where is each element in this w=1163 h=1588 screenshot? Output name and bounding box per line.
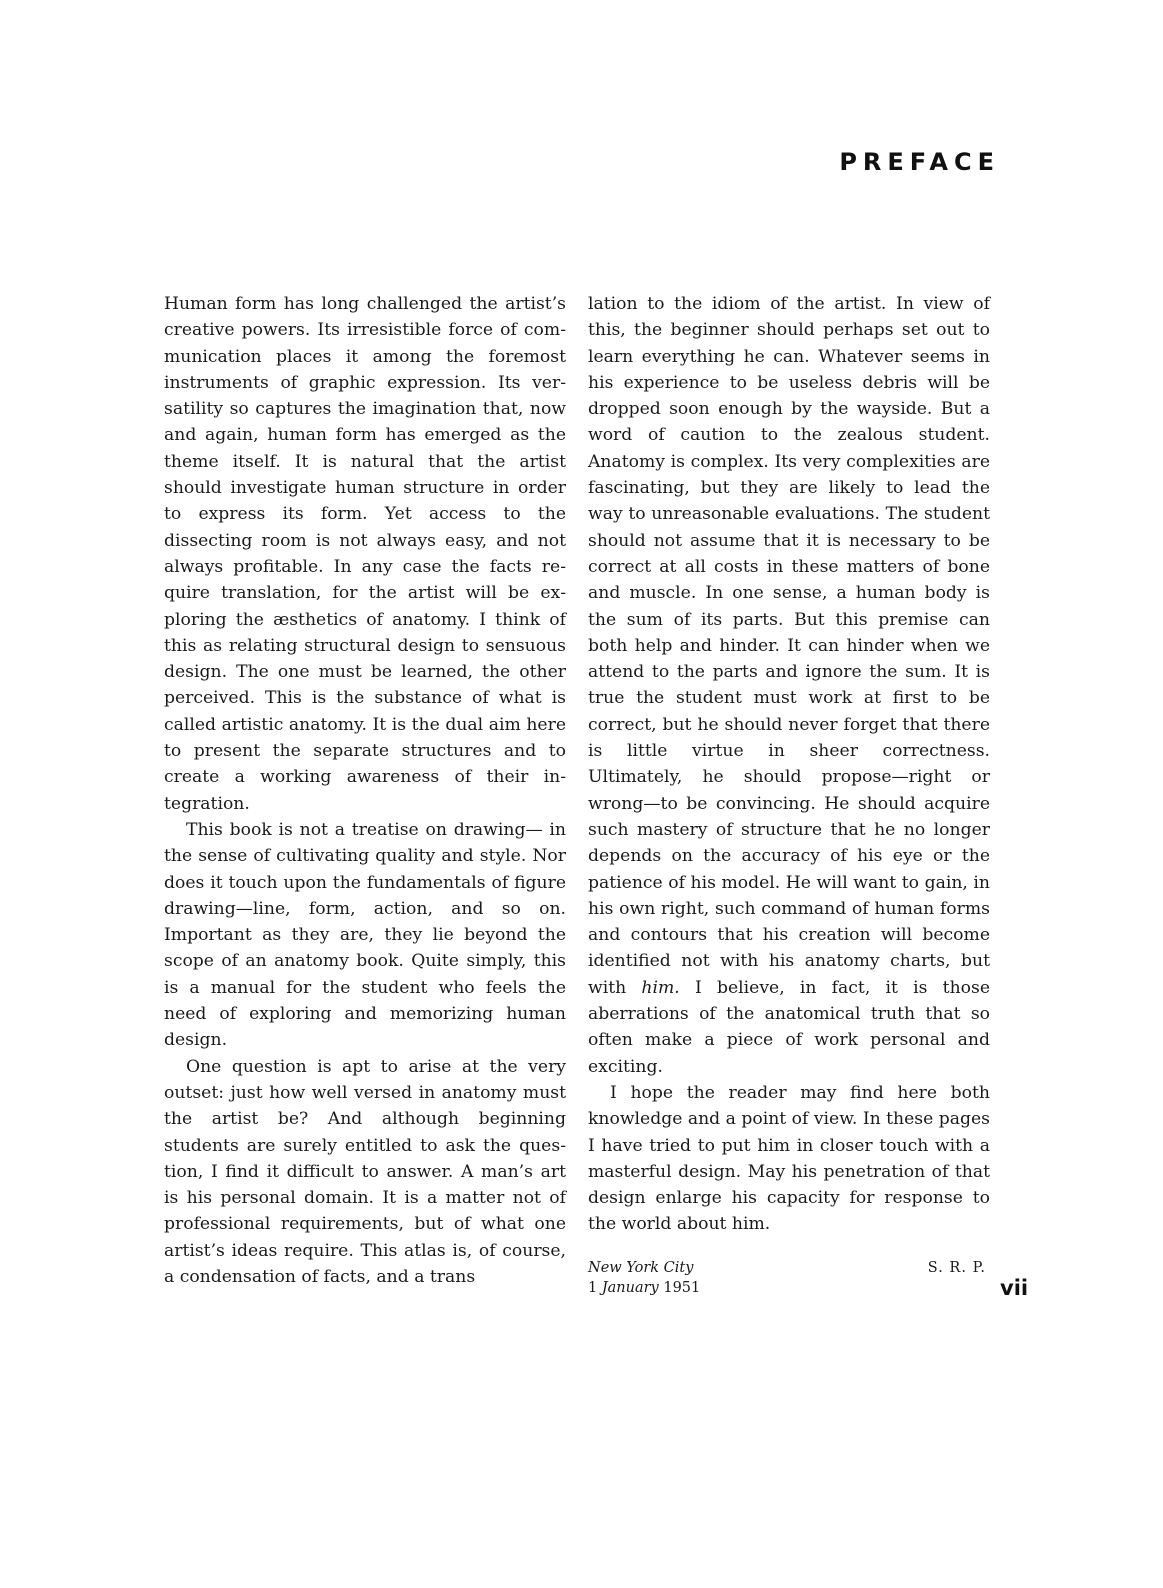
paragraph-text: lation to the idiom of the artist. In view of this, the beginner should perhaps set out to learn everything he can. Whatever seems in his experience to be useless debris will be dropped soon enough by the wayside. But a word of caution to the zealous student. Anatomy is complex. Its very complexities are fascinating, but they are likely to lead the way to unreasonable evaluations. The student should not assume that it is necessary to be correct at all costs in these matters of bone and muscle. In one sense, a human body is the sum of its parts. But this premise can both help and hinder. It can hinder when we attend to the parts and ignore the sum. It is true the student must work at first to be correct, but he should never forget that there is little virtue in sheer correctness. Ultimately, he should propose—right or wrong—to be convincing. He should acquire such mastery of structure that he no longer depends on the accuracy of his eye or the patience of his model. He will want to gain, in his own right, such command of human forms and contours that his creation will become identified not with his anatomy charts, but with — [588, 294, 990, 998]
right-column — [588, 291, 990, 1238]
signoff-initials: S. R. P. — [927, 1260, 986, 1276]
signoff-year: 1951 — [663, 1280, 701, 1296]
left-column — [164, 291, 566, 1290]
paragraph-text: I believe, in fact, it is those aberrations of the anatomical truth that so often make a piece of work personal and exciting. — [588, 977, 990, 1077]
paragraph — [588, 291, 990, 1080]
signoff-day: 1 — [588, 1280, 598, 1296]
signoff — [588, 1258, 990, 1298]
paragraph: This book is not a treatise on drawing— in the sense of cultivating quality and style. Nor does it touch upon the fundamentals of figure drawing—line, form, action, and so on. Important as they are, they lie beyond the scope of an anatomy book. Quite simply, this is a manual for the student who feels the need of exploring and memorizing human design. — [164, 819, 566, 1051]
signoff-month: January — [601, 1280, 659, 1296]
paragraph: I hope the reader may find here both knowledge and a point of view. In these pages I have tried to put him in closer touch with a masterful design. May his penetration of that design enlarge his capacity for response to the world about him. — [588, 1082, 990, 1235]
page-number: vii — [1000, 1276, 1029, 1300]
paragraph: Human form has long challenged the artist’s creative powers. Its irresistible force of communication places it among the foremost instruments of graphic expression. Its versatility so captures the imagination that, now and again, human form has emerged as the theme itself. It is natural that the artist should investigate human structure in order to express its form. Yet access to the dissecting room is not always easy, and not always profitable. In any case the facts require translation, for the artist will be exploring the æsthetics of anatomy. I think of this as relating structural design to sensuous design. The one must be learned, the other perceived. This is the substance of what is called artistic anatomy. It is the dual aim here to present the separate structures and to create a working awareness of their integration. — [164, 294, 566, 814]
signoff-date — [588, 1278, 990, 1298]
signoff-place: New York City — [588, 1260, 694, 1276]
emphasis-text: him. — [641, 977, 680, 998]
page-title: PREFACE — [839, 148, 1000, 176]
paragraph: One question is apt to arise at the very outset: just how well versed in anatomy must the artist be? And although beginning students are surely entitled to ask the question, I find it difficult to answer. A man’s art is his personal domain. It is a matter not of professional requirements, but of what one artist’s ideas require. This atlas is, of course, a condensation of facts, and a trans — [164, 1056, 566, 1287]
